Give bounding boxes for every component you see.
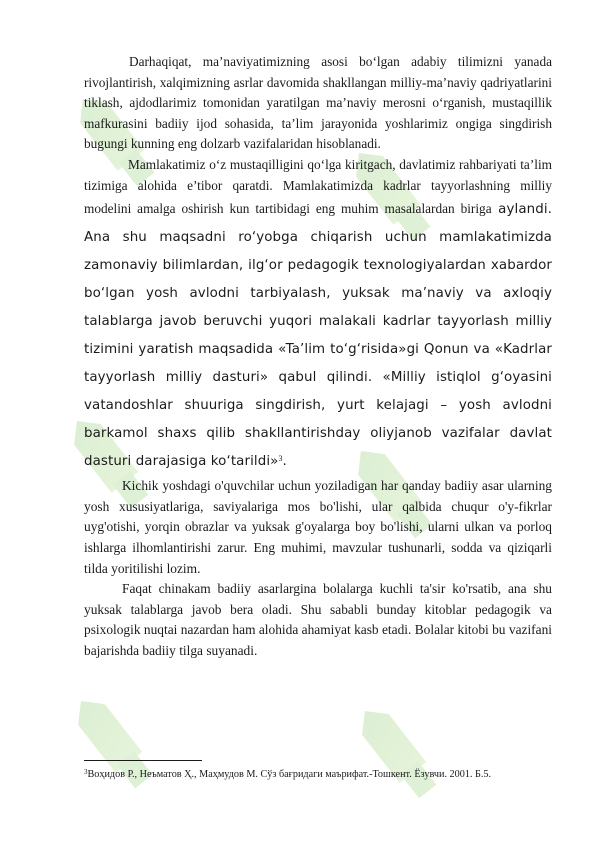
footnote-reference: 3 [278, 454, 283, 464]
document-body [84, 52, 552, 662]
watermark-logo [56, 683, 171, 807]
paragraph-3: Kichik yoshdagi o'quvchilar uchun yoziladigan har qanday badiiy asar ularning yosh xususiyatlariga, saviyalariga mos bo'lishi, ular qalbida chuqur o'y-fikrlar uyg'otishi, yorqin obrazlar va yuksak g'oyalarga boy bo'lishi, ularni ulkan va porloq ishlarga ilhomlantirishi zarur. Eng muhimi, mavzular tushunarli, sodda va qiziqarli tilda yoritilishi lozim. [84, 478, 552, 576]
footnote-marker: 3 [84, 768, 88, 776]
paragraph-2-sans-text: aylandi. Ana shu maqsadni ro‘yobga chiqarish uchun mamlakatimizda zamonaviy bilimlardan, ilg‘or pedagogik texnologiyalardan xabardor bo‘lgan yosh avlodni tarbiyalash, yuksak ma’naviy va axloqiy talablarga javob beruvchi yuqori malakali kadrlar tayyorlash milliy tizimini yaratish maqsadida «Ta’lim to‘g‘risida»gi Qonun va «Kadrlar tayyorlash milliy dasturi» qabul qilindi. «Milliy istiqlol g‘oyasini vatandoshlar shuuriga singdirish, yurt kelajagi – yosh avlodni barkamol shaxs qilib shakllantirishday oliyjanob vazifalar davlat dasturi darajasiga ko‘tarildi» [84, 202, 552, 470]
footnote [84, 769, 554, 781]
footnote-divider [84, 760, 202, 761]
paragraph-1: Darhaqiqat, ma’naviyatimizning asosi bo‘lgan adabiy tilimizni yanada rivojlantirish, xalqimizning asrlar davomida shakllangan milliy-ma’naviy qadriyatlarini tiklash, ajdodlarimiz tomonidan yaratilgan ma’naviy merosni o‘rganish, mustaqillik mafkurasini badiiy ijod sohasida, ta’lim jarayonida yoshlarimiz ongiga singdirish bugungi kunning eng dolzarb vazifalaridan hisoblanadi. [84, 54, 552, 152]
paragraph-2 [84, 155, 552, 476]
footnote-text: Воҳидов Р., Неъматов Ҳ., Маҳмудов М. Сўз бағридаги маърифат.-Тошкент. Ёзувчи. 2001. Б.5. [87, 769, 492, 780]
paragraph-2-serif-text: Mamlakatimiz o‘z mustaqilligini qo‘lga kiritgach, davlatimiz rahbariyati ta’lim tizimiga alohida e’tibor qaratdi. Mamlakatimizda kadrlar tayyorlashning milliy modelini amalga oshirish kun tartibidagi eng muhim masalalardan biriga [84, 156, 552, 217]
paragraph-2-end: . [282, 454, 287, 470]
watermark-logo [340, 693, 455, 817]
paragraph-4: Faqat chinakam badiiy asarlargina bolalarga kuchli ta'sir ko'rsatib, ana shu yuksak talablarga javob bera oladi. Shu sababli bunday kitoblar pedagogik va psixologik nuqtai nazardan ham alohida ahamiyat kasb etadi. Bolalar kitobi bu vazifani bajarishda badiiy tilga suyanadi. [84, 581, 552, 658]
